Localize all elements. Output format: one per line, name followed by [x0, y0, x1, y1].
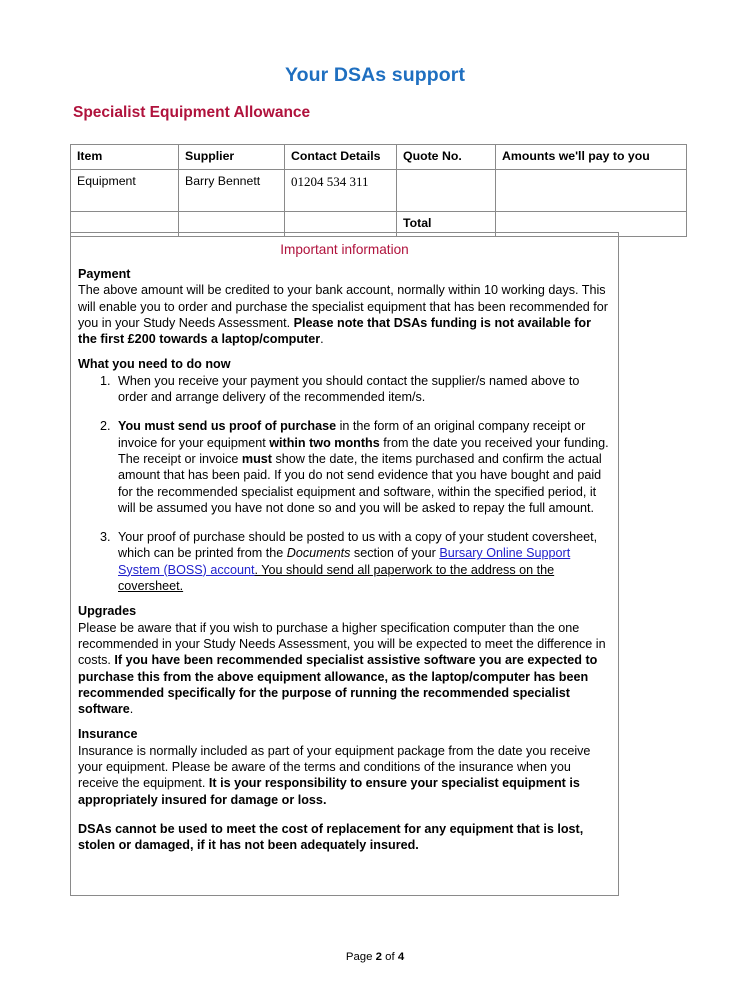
page-title: Your DSAs support [284, 64, 466, 86]
cell-amount [496, 170, 687, 212]
cell-contact-details: 01204 534 311 [285, 170, 397, 212]
payment-paragraph [78, 282, 611, 347]
cell-total-label: Total [397, 212, 496, 237]
table-header-amounts: Amounts we'll pay to you [496, 145, 687, 170]
paragraph-spacer [78, 808, 611, 821]
list-item [114, 373, 611, 406]
table-header-quote-no: Quote No. [397, 145, 496, 170]
list-item-3-normal-2: section of your [350, 546, 440, 561]
page-footer [0, 951, 750, 963]
insurance-text-bold-1: It is your responsibility to ensure your specialist equipment is appropriately insured for damage or loss. [78, 776, 580, 807]
list-item-3-italic-documents: Documents [286, 546, 351, 561]
list-item-2-bold-3: must [241, 451, 272, 466]
list-item [114, 529, 611, 594]
list-item-2-bold-2: within two months [269, 435, 380, 450]
section-heading-specialist-equipment-allowance: Specialist Equipment Allowance [73, 104, 311, 121]
upgrades-heading: Upgrades [78, 604, 137, 619]
table-header-supplier: Supplier [179, 145, 285, 170]
insurance-text-normal-1: Insurance is normally included as part of your equipment package from the date you receive your equipment. Please be aware of the terms and conditions of the insurance when you receive the equipment. [78, 743, 591, 791]
cell-supplier: Barry Bennett [179, 170, 285, 212]
important-information-box [70, 232, 619, 896]
footer-current-page: 2 [375, 951, 382, 963]
upgrades-text-normal-2: . [129, 702, 134, 717]
footer-total-pages: 4 [397, 951, 405, 963]
footer-middle: of [381, 951, 398, 963]
insurance-closing-paragraph: DSAs cannot be used to meet the cost of replacement for any equipment that is lost, stolen or damaged, if it has not been adequately insured. [78, 821, 584, 853]
table-row [71, 170, 687, 212]
list-item [114, 418, 611, 516]
table-header-row [71, 145, 687, 170]
what-to-do-list [78, 373, 611, 595]
list-item-2-normal-3: show the date, the items purchased and confirm the actual amount that has been paid. If you do not send evidence that you have bought and paid for the recommended specialist equipment and software, within the specified period, it will be assumed you have not done so and you will be asked to repay the full amount. [118, 451, 602, 515]
list-item-1-text: When you receive your payment you should contact the supplier/s named above to order and arrange delivery of the recommended item/s. [118, 373, 580, 405]
what-to-do-heading: What you need to do now [78, 357, 231, 372]
cell-item: Equipment [71, 170, 179, 212]
table-header-contact-details: Contact Details [285, 145, 397, 170]
list-item-2-normal-2: from the date you received your funding. The receipt or invoice [118, 435, 609, 466]
allowance-table [70, 144, 687, 237]
payment-heading: Payment [78, 267, 131, 281]
payment-text-normal-2: . [320, 332, 324, 347]
upgrades-paragraph [78, 620, 611, 718]
cell-quote-no [397, 170, 496, 212]
list-item-3-underlined-tail: . You should send all paperwork to the address on the coversheet. [118, 562, 555, 594]
payment-text-bold-1: Please note that DSAs funding is not available for the first £200 towards a laptop/computer [78, 315, 592, 347]
insurance-heading: Insurance [78, 727, 138, 742]
list-item-2-normal-1: in the form of an original company receipt or invoice for your equipment [118, 419, 586, 450]
footer-prefix: Page [345, 951, 376, 963]
insurance-paragraph [78, 743, 611, 808]
table-header-item: Item [71, 145, 179, 170]
payment-text-normal-1: The above amount will be credited to your bank account, normally within 10 working days. This will enable you to order and purchase the specialist equipment that has been recommended for you in your Study Needs Assessment. [78, 283, 608, 330]
upgrades-text-normal-1: Please be aware that if you wish to purchase a higher specification computer than the one recommended in your Study Needs Assessment, you will be expected to meet the difference in costs. [78, 620, 606, 668]
upgrades-text-bold-1: If you have been recommended specialist assistive software you are expected to purchase this from the above equipment allowance, as the laptop/computer has been recommended specifically for the purpose of running the recommended specialist software [78, 653, 598, 717]
list-item-3-normal-1: Your proof of purchase should be posted to us with a copy of your student coversheet, which can be printed from the [118, 530, 598, 561]
important-information-heading: Important information [280, 242, 409, 257]
boss-account-link[interactable]: Bursary Online Support System (BOSS) account [118, 546, 571, 577]
list-item-2-bold-1: You must send us proof of purchase [118, 419, 337, 434]
